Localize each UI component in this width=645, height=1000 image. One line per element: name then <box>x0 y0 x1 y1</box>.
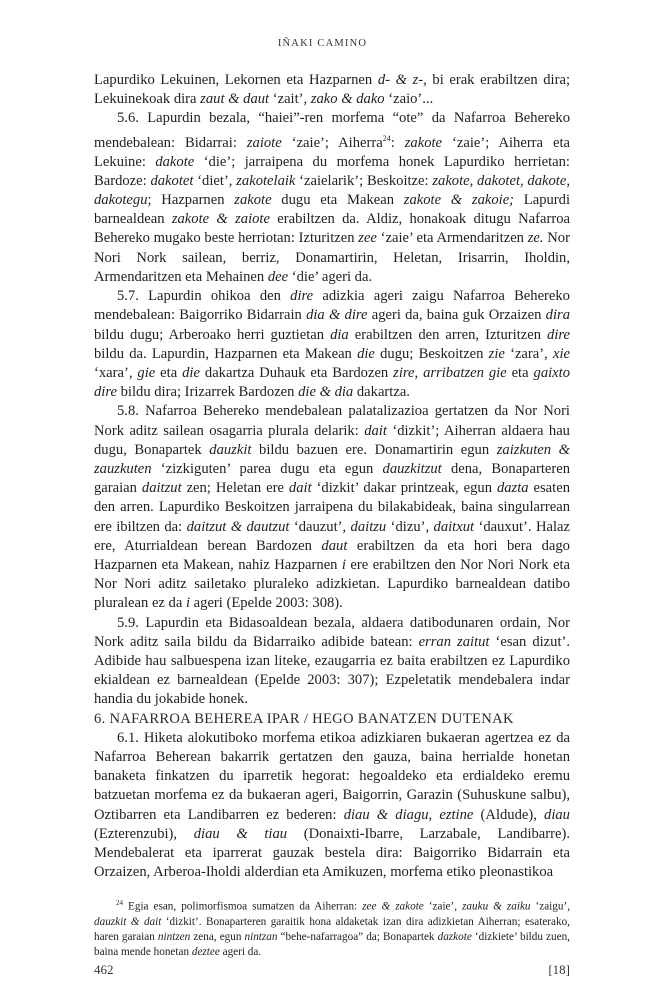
paragraph-6-1: 6.1. Hiketa alokutiboko morfema etikoa adizkiaren bukaeran agertzea ez da Nafarroa Beherean bakarrik gertatzen den gauza, baina herrialde honetan banaketa finkatzen du iparretik hegorat: hegoaldeko eta erdialdeko eremu batzuetan morfema ez da bukaeran ageri, Baigorrin, Garazin (Suhuskune salbu), Oztibarren eta Landibarren ez bederen: diau & diagu, eztine (Aldude), diau (Ezterenzubi), diau & tiau (Donaixti-Ibarre, Larzabale, Landibarre). Mendebalerat eta iparrerat gauzak bestela dira: Baigorriko Bidarrain eta Orzaizen, Arberoa-Iholdi alderdian eta Amikuzen, morfema etiko pleonastikoa <box>94 729 570 881</box>
running-head: IÑAKI CAMINO <box>277 38 368 49</box>
paragraph-5-9: 5.9. Lapurdin eta Bidasoaldean bezala, aldaera datibodunaren ordain, Nor Nork aditz saila bildu da Bidarraiko adibide batean: erran zaitut ‘esan dizut’. Adibide hau salbuespena izan liteke, ezaugarria ez baita erabiltzen ez Lapurdiko ekialdean ez barnealdean (Epelde 2003: 307); Ezpeletatik mendebalera indar handia du jokabide honek. <box>94 614 571 708</box>
body-text <box>94 71 570 882</box>
paragraph-5-7: 5.7. Lapurdin ohikoa den dire adizkia ageri zaigu Nafarroa Behereko mendebalean: Baigorriko Bidarrain dia & dire ageri da, baina guk Orzaizen dira bildu dugu; Arberoako herri guztietan dia erabiltzen den arren, Izturitzen dire bildu da. Lapurdin, Hazparnen eta Makean die dugu; Beskoitzen zie ‘zara’, xie ‘xara’, gie eta die dakartza Duhauk eta Bardozen zire, arribatzen gie eta gaixto dire bildu dira; Irizarrek Bardozen die & dia dakartza. <box>94 288 571 401</box>
footnotes <box>94 896 570 960</box>
paragraph-5-6: 5.6. Lapurdin bezala, “haiei”-ren morfema “ote” da Nafarroa Behereko mendebalean: Bidarrai: zaiote ‘zaie’; Aiherra$^{24}$: zakote ‘zaie’; Aiherra eta Lekuine: dakote ‘die’; jarraipena du morfema honek Lapurdiko herrietan: Bardoze: dakotet ‘diet’, zakotelaik ‘zaielarik’; Beskoitze: zakote, dakotet, dakote, dakotegu; Hazparnen zakote dugu eta Makean zakote & zakoie; Lapurdi barnealdean zakote & zaiote erabiltzen da. Aldiz, honakoak ditugu Nafarroa Behereko mugako beste herriotan: Izturitzen zee ‘zaie’ eta Armendaritzen ze. Nor Nori Nork sailean, berriz, Donamartirin, Heletan, Irisarrin, Iholdin, Armendaritzen eta Mehainen dee ‘die’ ageri da. <box>94 110 571 285</box>
article-page-number: [18] <box>548 962 570 977</box>
section-heading: 6. NAFARROA BEHEREA IPAR / HEGO BANATZEN DUTENAK <box>94 710 514 727</box>
paragraph-continuation: Lapurdiko Lekuinen, Lekornen eta Hazparnen d- & z-, bi erak erabiltzen dira; Lekuinekoak dira zaut & daut ‘zait’, zako & dako ‘zaio’... <box>94 72 571 108</box>
footnote-24: $^{24}$ Egia esan, polimorfismoa sumatzen da Aiherran: zee & zakote ‘zaie’, zauku & zaiku ‘zaigu’, dauzkit & dait ‘dizkit’. Bonaparteren garaitik hona aldaketak izan dira adizkietan Aiherran; esaterako, haren garaian nintzen zena, egun nintzan “behe-nafarragoa” da; Bonapartek dazkote ‘dizkiete’ bildu zuen, baina mende honetan deztee ageri da. <box>94 899 571 958</box>
paragraph-5-8: 5.8. Nafarroa Behereko mendebalean palatalizazioa gertatzen da Nor Nori Nork aditz sailean osagarria plurala delarik: dait ‘dizkit’; Aiherran aldaera hau dugu, Bonapartek dauzkit bildu bazuen ere. Donamartirin egun zaizkuten & zauzkuten ‘zizkiguten’ parea dugu eta egun dauzkitzut dena, Bonaparteren garaian daitzut zen; Heletan ere dait ‘dizkit’ dakar printzeak, egun dazta esaten den arren. Lapurdiko Beskoitzen jarraipena du bilakabideak, baina singularrean ere ibiltzen da: daitzut & dautzut ‘dauzut’, daitzu ‘dizu’, daitxut ‘dauxut’. Halaz ere, Aturrialdean berean Bardozen daut erabiltzen da eta hori bera dago Hazparnen eta Makean, nahiz Hazparnen i ere erabiltzen den Nor Nori Nork eta Nor Nori aditz sailetako pluraleko adizkietan. Lapurdiko barnealdean datibo pluralean ez da i ageri (Epelde 2003: 308). <box>94 403 570 612</box>
page-number: 462 <box>94 962 114 977</box>
